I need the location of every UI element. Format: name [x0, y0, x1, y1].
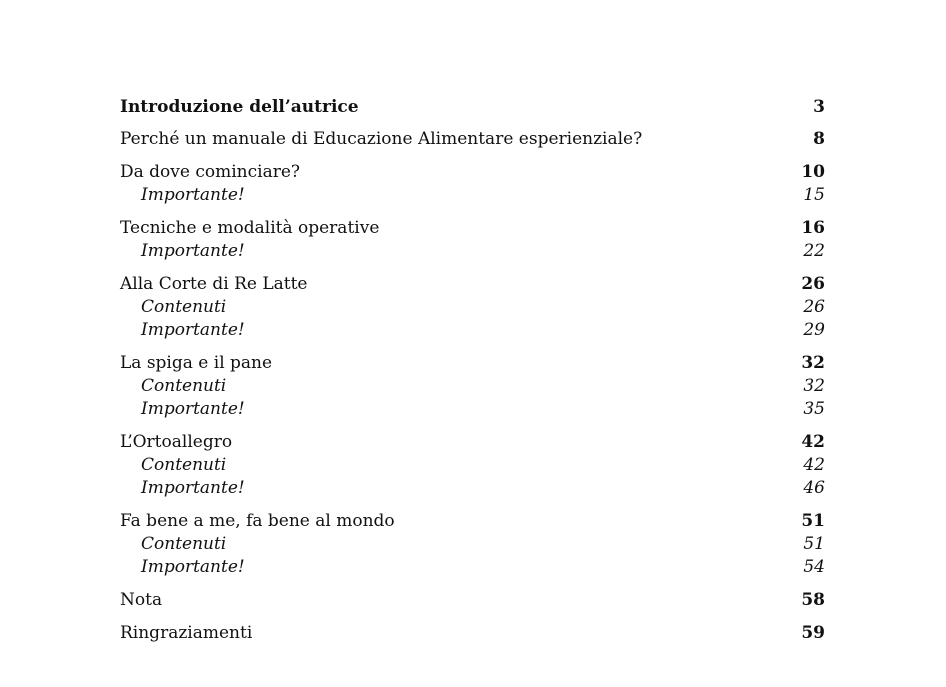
section-page-number: 35 [803, 399, 825, 419]
toc-section-row [120, 375, 825, 398]
section-page-number: 51 [803, 534, 825, 554]
table-of-contents [120, 96, 825, 645]
section-title: Importante! [141, 399, 245, 419]
chapter-page-number: 16 [801, 218, 825, 238]
toc-chapter-row [120, 622, 825, 645]
chapter-page-number: 59 [801, 623, 825, 643]
toc-section-row [120, 319, 825, 342]
chapter-page-number: 8 [813, 129, 825, 149]
toc-section-row [120, 533, 825, 556]
toc-chapter-row [120, 352, 825, 375]
toc-entry [120, 589, 825, 612]
toc-section-row [120, 240, 825, 263]
toc-entry [120, 510, 825, 579]
section-title: Importante! [141, 320, 245, 340]
chapter-title: La spiga e il pane [120, 353, 273, 373]
chapter-title: Fa bene a me, fa bene al mondo [120, 511, 395, 531]
toc-chapter-row [120, 96, 825, 119]
chapter-page-number: 32 [801, 353, 825, 373]
toc-entry [120, 217, 825, 263]
toc-entry [120, 352, 825, 421]
section-page-number: 42 [803, 455, 825, 475]
toc-entry [120, 96, 825, 119]
chapter-title: Perché un manuale di Educazione Alimentare esperienziale? [120, 129, 643, 149]
chapter-title: Tecniche e modalità operative [120, 218, 380, 238]
section-title: Contenuti [141, 534, 227, 554]
toc-section-row [120, 398, 825, 421]
chapter-page-number: 26 [801, 274, 825, 294]
section-title: Contenuti [141, 297, 227, 317]
chapter-page-number: 10 [801, 162, 825, 182]
toc-entry [120, 128, 825, 151]
chapter-title: Nota [120, 590, 163, 610]
toc-entry [120, 431, 825, 500]
toc-chapter-row [120, 510, 825, 533]
section-page-number: 15 [803, 185, 825, 205]
toc-chapter-row [120, 161, 825, 184]
toc-section-row [120, 184, 825, 207]
section-title: Importante! [141, 557, 245, 577]
chapter-page-number: 42 [801, 432, 825, 452]
chapter-page-number: 51 [801, 511, 825, 531]
section-title: Importante! [141, 478, 245, 498]
chapter-title: L’Ortoallegro [120, 432, 233, 452]
section-page-number: 29 [803, 320, 825, 340]
toc-section-row [120, 556, 825, 579]
toc-chapter-row [120, 128, 825, 151]
toc-section-row [120, 296, 825, 319]
section-page-number: 26 [803, 297, 825, 317]
chapter-title: Alla Corte di Re Latte [120, 274, 308, 294]
section-title: Importante! [141, 241, 245, 261]
section-title: Contenuti [141, 376, 227, 396]
section-title: Contenuti [141, 455, 227, 475]
toc-section-row [120, 477, 825, 500]
section-title: Importante! [141, 185, 245, 205]
toc-chapter-row [120, 217, 825, 240]
section-page-number: 54 [803, 557, 825, 577]
toc-chapter-row [120, 273, 825, 296]
chapter-title: Introduzione dell’autrice [120, 97, 359, 117]
chapter-page-number: 58 [801, 590, 825, 610]
chapter-page-number: 3 [813, 97, 825, 117]
section-page-number: 32 [803, 376, 825, 396]
toc-section-row [120, 454, 825, 477]
toc-chapter-row [120, 589, 825, 612]
toc-entry [120, 161, 825, 207]
toc-chapter-row [120, 431, 825, 454]
chapter-title: Da dove cominciare? [120, 162, 301, 182]
toc-entry [120, 622, 825, 645]
section-page-number: 46 [803, 478, 825, 498]
toc-entry [120, 273, 825, 342]
chapter-title: Ringraziamenti [120, 623, 253, 643]
section-page-number: 22 [803, 241, 825, 261]
